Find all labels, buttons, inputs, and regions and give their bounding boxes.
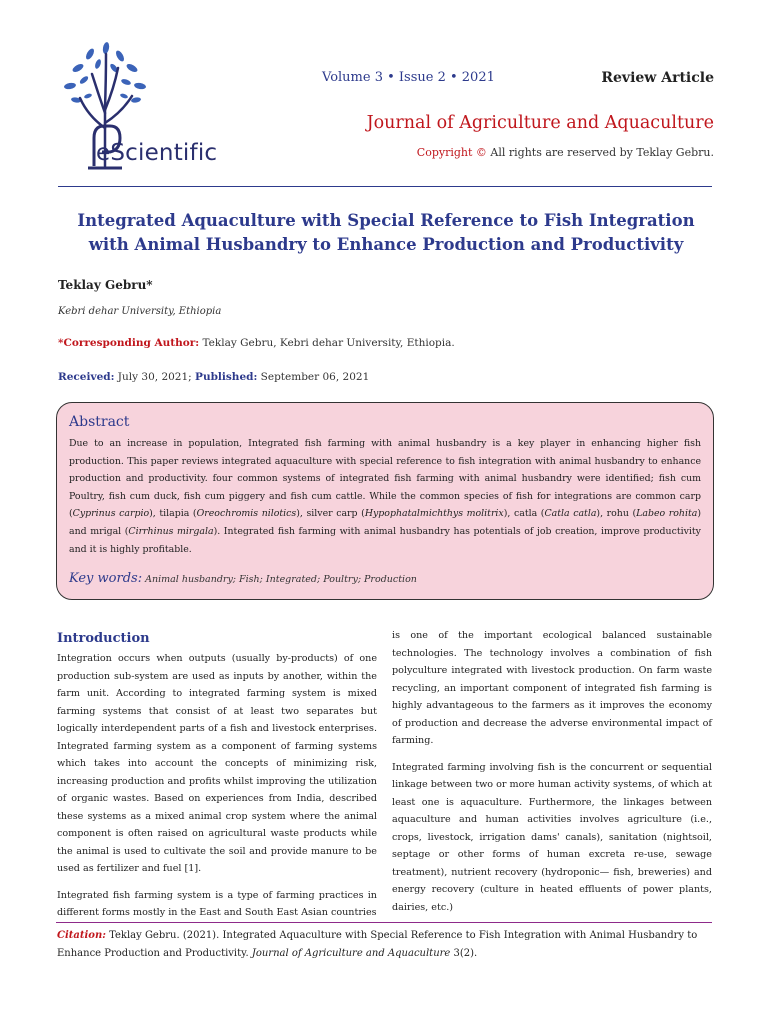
abstract-segment: ) and mrigal ( <box>69 508 701 537</box>
author-name: Teklay Gebru* <box>58 278 153 292</box>
copyright-text: All rights are reserved by Teklay Gebru. <box>486 146 714 159</box>
citation-text: Teklay Gebru. (2021). Integrated Aquaculture with Special Reference to Fish Integration with Animal Husbandry to Enhance Production and Productivity. <box>57 930 698 959</box>
corresponding-text: Teklay Gebru, Kebri dehar University, Ethiopia. <box>199 337 455 349</box>
abstract-text <box>69 435 701 558</box>
body-paragraph: Integrated fish farming system is a type of farming practices in different forms mostly in the East and South East Asian countries <box>57 889 377 918</box>
citation-volume: 3(2). <box>450 947 478 959</box>
received-date: July 30, 2021; <box>114 371 196 383</box>
article-title: Integrated Aquaculture with Special Reference to Fish Integration with Animal Husbandry to Enhance Production and Productivity <box>77 211 695 254</box>
volume-issue: Volume 3 • Issue 2 • 2021 <box>322 70 495 85</box>
species-name: Cirrhinus mirgala <box>128 525 214 537</box>
citation-journal: Journal of Agriculture and Aquaculture <box>251 947 451 959</box>
citation <box>57 927 714 962</box>
species-name: Catla catla <box>544 508 597 520</box>
species-name: Labeo rohita <box>636 508 698 520</box>
abstract-segment: Due to an increase in population, Integrated fish farming with animal husbandry is a key player in enhancing higher fish production. This paper reviews integrated aquaculture with special reference to fish integration with animal husbandry to enhance production and productivity. four common systems of integrated fish farming with animal husbandry were identified; fish cum Poultry, fish cum duck, fish cum piggery and fish cum cattle. While the common species of fish for integrations are common carp ( <box>69 438 701 520</box>
article-dates <box>58 371 369 383</box>
species-name: Cyprinus carpio <box>72 508 150 520</box>
copyright-line <box>417 146 714 159</box>
journal-name: Journal of Agriculture and Aquaculture <box>366 113 714 133</box>
published-label: Published: <box>195 371 258 383</box>
citation-label: Citation: <box>57 930 106 941</box>
author-affiliation: Kebri dehar University, Ethiopia <box>58 306 222 317</box>
keywords-label: Key words: <box>69 571 143 586</box>
abstract-heading: Abstract <box>69 414 130 430</box>
abstract-box <box>56 402 714 600</box>
abstract-segment: ). Integrated fish farming with animal husbandry has potentials of job creation, improve productivity and it is highly profitable. <box>69 525 701 555</box>
body-column-right <box>392 627 712 925</box>
abstract-segment: ), rohu ( <box>596 508 637 520</box>
species-name: Oreochromis nilotics <box>196 508 297 520</box>
header-divider <box>58 186 712 187</box>
logo-text: eScientific <box>96 140 218 166</box>
published-date: September 06, 2021 <box>257 371 370 383</box>
received-label: Received: <box>58 371 115 383</box>
keywords <box>69 571 417 586</box>
corresponding-author <box>58 337 455 349</box>
keywords-list: Animal husbandry; Fish; Integrated; Poultry; Production <box>142 574 417 585</box>
footer-divider <box>56 922 712 923</box>
body-paragraph: Integration occurs when outputs (usually by-products) of one production sub-system are used as inputs by another, within the farm unit. According to integrated farming system is mixed farming systems that consist of at least two separates but logically interdependent parts of a fish and livestock enterprises. Integrated farming system as a component of farming systems which takes into account the concepts of minimizing risk, increasing production and profits whilst improving the utilization of organic wastes. Based on experiences from India, described these systems as a mixed animal crop system where the animal component is often raised on agricultural waste products while the animal is used to cultivate the soil and provide manure to be used as fertilizer and fuel [1]. <box>57 653 377 874</box>
introduction-heading: Introduction <box>57 631 150 646</box>
body-paragraph: is one of the important ecological balanced sustainable technologies. The technology involves a combination of fish polyculture integrated with livestock production. On farm waste recycling, an important component of integrated fish farming is highly advantageous to the farmers as it improves the economy of production and decrease the adverse environmental impact of farming. <box>392 630 712 746</box>
body-paragraph: Integrated farming involving fish is the concurrent or sequential linkage between two or more human activity systems, of which at least one is aquaculture. Furthermore, the linkages between aquaculture and human activities involves agriculture (i.e., crops, livestock, irrigation dams' canals), sanitation (nightsoil, septage or other forms of human excreta re-use, sewage treatment), nutrient recovery (hydroponic— fish, breweries) and energy recovery (culture in heated effluents of power plants, dairies, etc.) <box>392 761 712 913</box>
body-column-left <box>57 630 377 931</box>
abstract-segment: ), catla ( <box>503 508 545 520</box>
copyright-label: Copyright © <box>416 146 487 159</box>
species-name: Hypophatalmichthys molitrix <box>364 508 504 520</box>
abstract-segment: ), silver carp ( <box>296 508 365 520</box>
article-type: Review Article <box>601 70 714 86</box>
corresponding-label: *Corresponding Author: <box>58 337 200 349</box>
abstract-segment: ), tilapia ( <box>149 508 197 520</box>
